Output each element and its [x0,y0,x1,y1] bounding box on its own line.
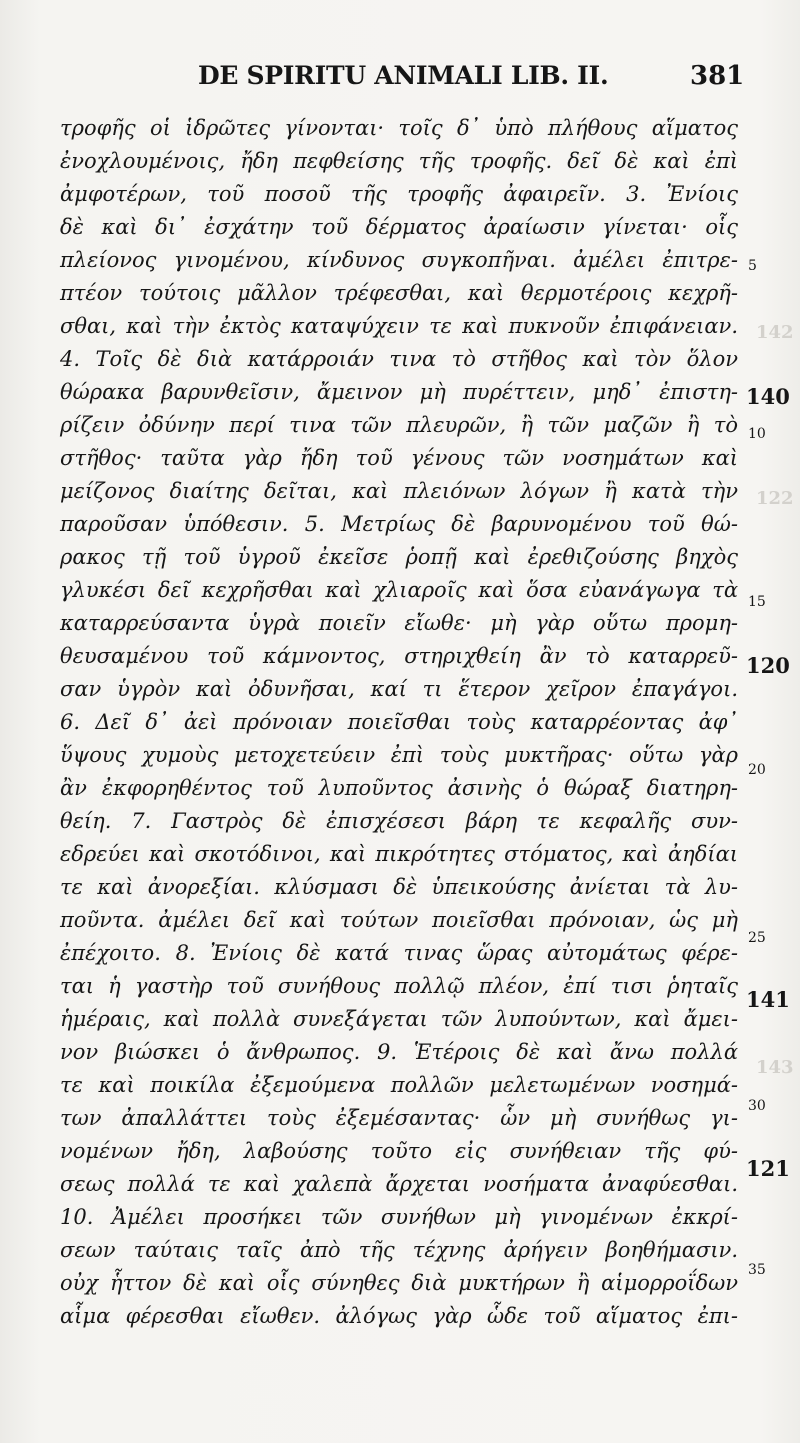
line-number: 10 [748,426,766,442]
text-line: τε καὶ ἀνορεξίαι. κλύσμασι δὲ ὑπεικούσης ἀνίεται τὰ λυ- [60,875,738,899]
text-line: σαν ὑγρὸν καὶ ὀδυνῆσαι, καί τι ἕτερον χεῖρον ἐπαγάγοι. [60,677,738,701]
margin-reference: 120 [746,653,790,678]
text-line: σθαι, καὶ τὴν ἐκτὸς καταψύχειν τε καὶ πυκνοῦν ἐπιφάνειαν. [60,314,738,338]
text-line: οὐχ ἧττον δὲ καὶ οἷς σύνηθες διὰ μυκτήρων ἢ αἱμορροΐδων [60,1271,738,1295]
text-line: ἐπέχοιτο. 8. Ἐνίοις δὲ κατά τινας ὥρας αὐτομάτως φέρε- [60,941,738,965]
page-number: 381 [690,61,745,91]
page-header [0,58,800,98]
bleed-through-number: 122 [756,488,794,509]
text-line: παροῦσαν ὑπόθεσιν. 5. Μετρίως δὲ βαρυνομένου τοῦ θώ- [60,512,738,536]
text-line: αἷμα φέρεσθαι εἴωθεν. ἀλόγως γὰρ ὧδε τοῦ αἵματος ἐπι- [60,1304,738,1328]
text-line: εδρεύει καὶ σκοτόδινοι, καὶ πικρότητες στόματος, καὶ ἀηδίαι [60,842,738,866]
text-line: καταρρεύσαντα ὑγρὰ ποιεῖν εἴωθε· μὴ γὰρ οὕτω προμη- [60,611,738,635]
margin-reference: 141 [746,987,790,1012]
text-line: σεως πολλά τε καὶ χαλεπὰ ἄρχεται νοσήματα ἀναφύεσθαι. [60,1172,738,1196]
text-line: ὕψους χυμοὺς μετοχετεύειν ἐπὶ τοὺς μυκτῆρας· οὕτω γὰρ [60,743,738,767]
text-line: θευσαμένου τοῦ κάμνοντος, στηριχθείη ἂν τὸ καταρρεῦ- [60,644,738,668]
text-line: στῆθος· ταῦτα γὰρ ἤδη τοῦ γένους τῶν νοσημάτων καὶ [60,446,738,470]
text-line: πλείονος γινομένου, κίνδυνος συγκοπῆναι. ἀμέλει ἐπιτρε- [60,248,738,272]
text-line: πτέον τούτοις μᾶλλον τρέφεσθαι, καὶ θερμοτέροις κεχρῆ- [60,281,738,305]
bleed-through-number: 142 [756,322,794,343]
text-line: ἀμφοτέρων, τοῦ ποσοῦ τῆς τροφῆς ἀφαιρεῖν. 3. Ἐνίοις [60,182,738,206]
text-line: γλυκέσι δεῖ κεχρῆσθαι καὶ χλιαροῖς καὶ ὅσα εὐανάγωγα τὰ [60,578,738,602]
greek-text-body [60,112,738,1333]
text-line: ποῦντα. ἀμέλει δεῖ καὶ τούτων ποιεῖσθαι πρόνοιαν, ὡς μὴ [60,908,738,932]
text-line: θείη. 7. Γαστρὸς δὲ ἐπισχέσεσι βάρη τε κεφαλῆς συν- [60,809,738,833]
text-line: τροφῆς οἱ ἱδρῶτες γίνονται· τοῖς δ᾿ ὑπὸ πλήθους αἵματος [60,116,738,140]
line-number: 35 [748,1262,766,1278]
text-line: δὲ καὶ δι᾿ ἐσχάτην τοῦ δέρματος ἀραίωσιν γίνεται· οἷς [60,215,738,239]
line-number: 5 [748,258,757,274]
text-line: 6. Δεῖ δ᾿ ἀεὶ πρόνοιαν ποιεῖσθαι τοὺς καταρρέοντας ἀφ᾿ [60,710,738,734]
text-line: σεων ταύταις ταῖς ἀπὸ τῆς τέχνης ἀρήγειν βοηθήμασιν. [60,1238,738,1262]
line-number: 25 [748,930,766,946]
line-number: 15 [748,594,766,610]
text-line: ἡμέραις, καὶ πολλὰ συνεξάγεται τῶν λυπούντων, καὶ ἄμει- [60,1007,738,1031]
margin-reference: 140 [746,384,790,409]
text-line: ἂν ἐκφορηθέντος τοῦ λυποῦντος ἀσινὴς ὁ θώραξ διατηρη- [60,776,738,800]
line-number: 30 [748,1098,766,1114]
text-line: μείζονος διαίτης δεῖται, καὶ πλειόνων λόγων ἢ κατὰ τὴν [60,479,738,503]
bleed-through-number: 143 [756,1057,794,1078]
text-line: 4. Τοῖς δὲ διὰ κατάρροιάν τινα τὸ στῆθος καὶ τὸν ὅλον [60,347,738,371]
text-line: θώρακα βαρυνθεῖσιν, ἄμεινον μὴ πυρέττειν, μηδ᾿ ἐπιστη- [60,380,738,404]
running-title: DE SPIRITU ANIMALI LIB. II. [198,61,609,90]
text-line: ται ἡ γαστὴρ τοῦ συνήθους πολλῷ πλέον, ἐπί τισι ῥηταῖς [60,974,738,998]
margin-reference: 121 [746,1156,790,1181]
text-line: των ἀπαλλάττει τοὺς ἐξεμέσαντας· ὧν μὴ συνήθως γι- [60,1106,738,1130]
text-line: ρακος τῇ τοῦ ὑγροῦ ἐκεῖσε ῥοπῇ καὶ ἐρεθιζούσης βηχὸς [60,545,738,569]
text-line: νομένων ἤδη, λαβούσης τοῦτο εἰς συνήθειαν τῆς φύ- [60,1139,738,1163]
text-line: νον βιώσκει ὁ ἄνθρωπος. 9. Ἑτέροις δὲ καὶ ἄνω πολλά [60,1040,738,1064]
text-line: ρίζειν ὀδύνην περί τινα τῶν πλευρῶν, ἢ τῶν μαζῶν ἢ τὸ [60,413,738,437]
text-line: 10. Ἀμέλει προσήκει τῶν συνήθων μὴ γινομένων ἐκκρί- [60,1205,738,1229]
text-line: τε καὶ ποικίλα ἐξεμούμενα πολλῶν μελετωμένων νοσημά- [60,1073,738,1097]
text-line: ἐνοχλουμένοις, ἤδη πεφθείσης τῆς τροφῆς. δεῖ δὲ καὶ ἐπὶ [60,149,738,173]
line-number: 20 [748,762,766,778]
